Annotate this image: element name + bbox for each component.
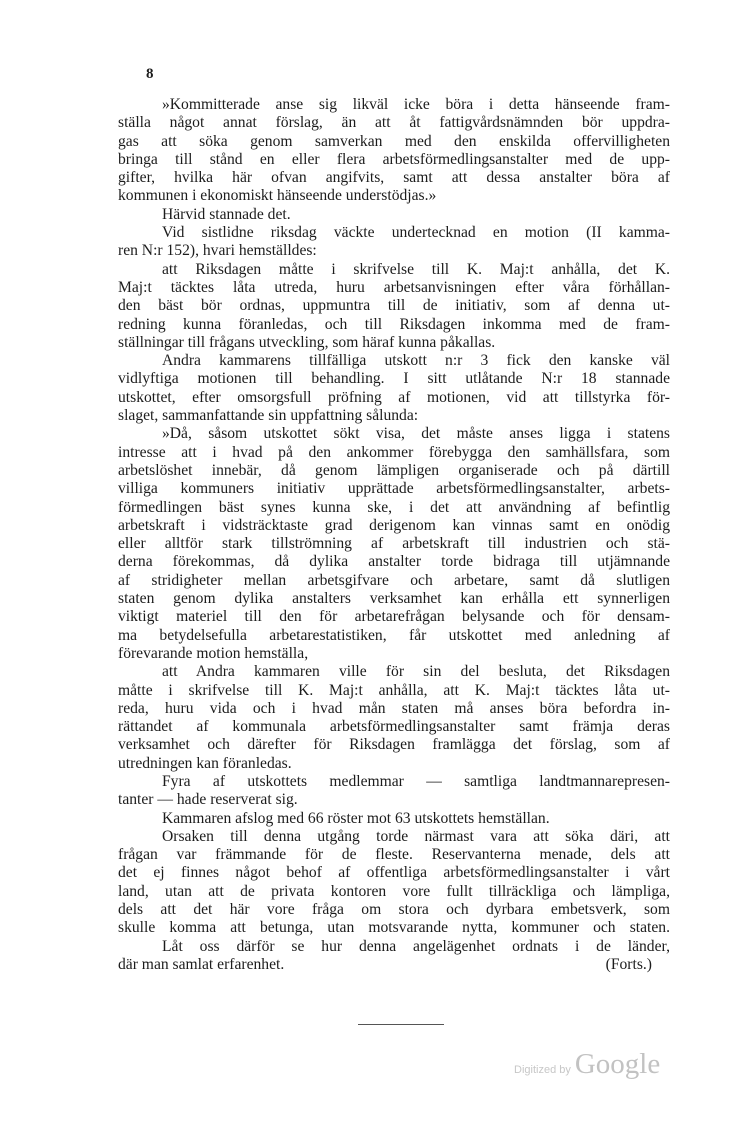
text-line: Maj:t täcktes låta utreda, huru arbetsanvisningen efter våra förhållan-	[118, 278, 670, 296]
text-line: dels att det här vore fråga om stora och dyrbara embetsverk, som	[118, 901, 670, 919]
digitized-watermark	[514, 1048, 660, 1081]
text-line: land, utan att de privata kontoren vore fullt tillräckliga och lämpliga,	[118, 882, 670, 900]
body-text	[118, 96, 670, 974]
text-line: det ej finnes något behof af offentliga arbetsförmedlingsanstalter i vårt	[118, 864, 670, 882]
text-line: förmedlingen bäst synes kunna ske, i det att användning af befintlig	[118, 498, 670, 516]
text-line: derna förekommas, då dylika anstalter torde bidraga till utjämnande	[118, 553, 670, 571]
text-line: den bäst bör ordnas, uppmuntra till de initiativ, som af denna ut-	[118, 297, 670, 315]
continued-marker: (Forts.)	[605, 955, 652, 973]
text-line: gifter, hvilka här ofvan angifvits, samt att dessa anstalter böra af	[118, 169, 670, 187]
text-line: Vid sistlidne riksdag väckte undertecknad en motion (II kamma-	[162, 224, 670, 242]
text-line: Kammaren afslog med 66 röster mot 63 utskottets hemställan.	[162, 809, 550, 827]
text-line: villiga kommuners initiativ upprättade arbetsförmedlingsanstalter, arbets-	[118, 480, 670, 498]
text-line: vidlyftiga motionen till behandling. I sitt utlåtande N:r 18 stannade	[118, 370, 670, 388]
text-line: Orsaken till denna utgång torde närmast vara att söka däri, att	[162, 827, 670, 845]
text-line: af stridigheter mellan arbetsgifvare och arbetare, samt då slutligen	[118, 571, 670, 589]
text-line: att Riksdagen måtte i skrifvelse till K. Maj:t anhålla, det K.	[162, 260, 670, 278]
text-line	[118, 956, 670, 974]
text-line: eller alltför stark tillströmning af arbetskraft till industrien och stä-	[118, 535, 670, 553]
text-line: tanter — hade reserverat sig.	[118, 791, 298, 809]
text-line: »Då, såsom utskottet sökt visa, det måste anses ligga i statens	[162, 425, 670, 443]
google-logo: Google	[574, 1048, 661, 1080]
text-line: staten genom dylika anstalters verksamhet kan erhålla ett synnerligen	[118, 590, 670, 608]
text-line: frågan var främmande för de fleste. Reservanterna menade, dels att	[118, 846, 670, 864]
text-line: intresse att i hvad på den ankommer förebygga den samhällsfara, som	[118, 443, 670, 461]
text-line: skulle komma att betunga, utan motsvarande nytta, kommuner och staten.	[118, 919, 670, 937]
text-line: utskottet, efter omsorgsfull pröfning af motionen, vid att tillstyrka för-	[118, 388, 670, 406]
text-line: viktigt materiel till den för arbetarefrågan belysande och för densam-	[118, 608, 670, 626]
text-line: Andra kammarens tillfälliga utskott n:r 3 fick den kanske väl	[162, 352, 670, 370]
end-rule	[358, 1024, 444, 1025]
text-line: slaget, sammanfattande sin uppfattning sålunda:	[118, 407, 419, 425]
text-line: ställa något annat förslag, än att åt fattigvårdsnämnden bör uppdra-	[118, 114, 670, 132]
digitized-label: Digitized by	[514, 1064, 571, 1076]
text-line: Härvid stannade det.	[162, 205, 291, 223]
text-line: bringa till stånd en eller flera arbetsförmedlingsanstalter med de upp-	[118, 150, 670, 168]
text-line: arbetskraft i vidsträcktaste grad derigenom kan vinnas samt en onödig	[118, 516, 670, 534]
text-line: verksamhet och därefter för Riksdagen framlägga det förslag, som af	[118, 736, 670, 754]
text-line: förevarande motion hemställa,	[118, 644, 309, 662]
text-line: utredningen kan föranledas.	[118, 754, 292, 772]
text-line: måtte i skrifvelse till K. Maj:t anhålla, att K. Maj:t täcktes låta ut-	[118, 681, 670, 699]
text-line: ställningar till frågans utveckling, som häraf kunna påkallas.	[118, 333, 496, 351]
text-line: ma betydelsefulla arbetarestatistiken, får utskottet med anledning af	[118, 626, 670, 644]
text-line: reda, huru vida och i hvad mån staten må anses böra befordra in-	[118, 699, 670, 717]
text-line: att Andra kammaren ville för sin del besluta, det Riksdagen	[162, 663, 670, 681]
text-line: gas att söka genom samverkan med den enskilda offervilligheten	[118, 132, 670, 150]
page-number: 8	[146, 66, 154, 82]
closing-text: där man samlat erfarenhet.	[118, 955, 285, 973]
text-line: Låt oss därför se hur denna angelägenhet ordnats i de länder,	[162, 937, 670, 955]
text-line: ren N:r 152), hvari hemställdes:	[118, 242, 317, 260]
text-line: »Kommitterade anse sig likväl icke böra i detta hänseende fram-	[162, 96, 670, 113]
text-line: redning kunna föranledas, och till Riksdagen inkomma med de fram-	[118, 315, 670, 333]
text-line: kommunen i ekonomiskt hänseende understödjas.»	[118, 187, 437, 205]
text-line: rättandet af kommunala arbetsförmedlingsanstalter samt främja deras	[118, 718, 670, 736]
text-line: Fyra af utskottets medlemmar — samtliga landtmannarepresen-	[162, 772, 670, 790]
text-line: arbetslöshet innebär, då genom lämpligen organiserade och på därtill	[118, 461, 670, 479]
